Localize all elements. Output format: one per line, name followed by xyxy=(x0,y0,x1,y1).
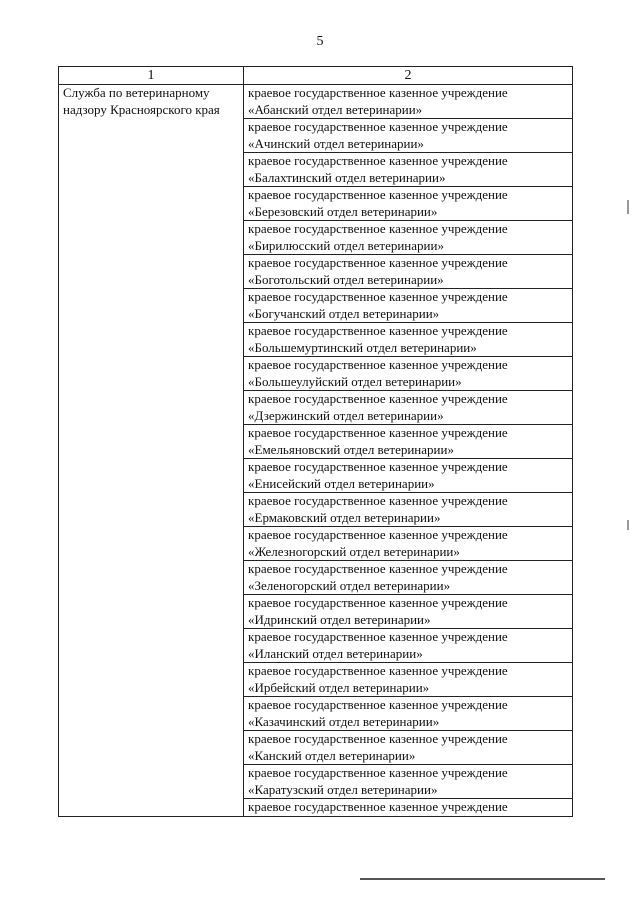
institution-name: «Большемуртинский отдел ветеринарии» xyxy=(248,339,477,355)
institution-type: краевое государственное казенное учреждение xyxy=(248,493,508,508)
institution-type: краевое государственное казенное учреждение xyxy=(248,629,508,644)
institution-type: краевое государственное казенное учреждение xyxy=(248,85,508,100)
institution-name: «Енисейский отдел ветеринарии» xyxy=(248,475,435,491)
institution-cell xyxy=(244,765,573,799)
institution-cell xyxy=(244,527,573,561)
institution-cell xyxy=(244,119,573,153)
institution-cell xyxy=(244,391,573,425)
institutions-table xyxy=(58,66,573,817)
institution-name: «Каратузский отдел ветеринарии» xyxy=(248,781,438,797)
institution-type: краевое государственное казенное учреждение xyxy=(248,561,508,576)
institution-name: «Иланский отдел ветеринарии» xyxy=(248,645,423,661)
institution-type: краевое государственное казенное учреждение xyxy=(248,323,508,338)
institution-cell-partial: краевое государственное казенное учреждение xyxy=(244,799,573,817)
institution-cell xyxy=(244,731,573,765)
institution-type: краевое государственное казенное учреждение xyxy=(248,119,508,134)
institution-cell xyxy=(244,663,573,697)
institution-cell xyxy=(244,289,573,323)
institution-type: краевое государственное казенное учреждение xyxy=(248,425,508,440)
institution-type: краевое государственное казенное учреждение xyxy=(248,595,508,610)
institution-type: краевое государственное казенное учреждение xyxy=(248,765,508,780)
institution-type: краевое государственное казенное учреждение xyxy=(248,527,508,542)
institution-cell xyxy=(244,323,573,357)
institution-cell xyxy=(244,595,573,629)
institution-type: краевое государственное казенное учреждение xyxy=(248,697,508,712)
institution-name: «Дзержинский отдел ветеринарии» xyxy=(248,407,444,423)
institution-type: краевое государственное казенное учреждение xyxy=(248,153,508,168)
institution-name: «Боготольский отдел ветеринарии» xyxy=(248,271,444,287)
institution-name: «Зеленогорский отдел ветеринарии» xyxy=(248,577,451,593)
institution-type: краевое государственное казенное учреждение xyxy=(248,459,508,474)
table-row xyxy=(59,85,573,119)
institution-cell xyxy=(244,85,573,119)
institution-name: «Бирилюсский отдел ветеринарии» xyxy=(248,237,444,253)
institution-name: «Емельяновский отдел ветеринарии» xyxy=(248,441,454,457)
institution-name: «Ермаковский отдел ветеринарии» xyxy=(248,509,441,525)
institution-name: «Абанский отдел ветеринарии» xyxy=(248,101,423,117)
scan-edge-mark xyxy=(627,200,629,214)
institution-type: краевое государственное казенное учреждение xyxy=(248,663,508,678)
institution-name: «Ачинский отдел ветеринарии» xyxy=(248,135,424,151)
institution-cell xyxy=(244,459,573,493)
page-number: 5 xyxy=(316,34,324,49)
institution-name: «Канский отдел ветеринарии» xyxy=(248,747,416,763)
institution-cell xyxy=(244,221,573,255)
institution-cell xyxy=(244,357,573,391)
institution-name: «Казачинский отдел ветеринарии» xyxy=(248,713,440,729)
institution-type: краевое государственное казенное учреждение xyxy=(248,357,508,372)
institution-type: краевое государственное казенное учреждение xyxy=(248,391,508,406)
institution-type: краевое государственное казенное учреждение xyxy=(248,731,508,746)
institution-name: «Большеулуйский отдел ветеринарии» xyxy=(248,373,462,389)
column-header-1: 1 xyxy=(59,67,244,85)
institution-cell xyxy=(244,153,573,187)
institution-name: «Богучанский отдел ветеринарии» xyxy=(248,305,440,321)
bottom-divider xyxy=(360,878,605,880)
institution-type: краевое государственное казенное учреждение xyxy=(248,221,508,236)
institution-type: краевое государственное казенное учреждение xyxy=(248,187,508,202)
institution-cell xyxy=(244,629,573,663)
institution-cell xyxy=(244,187,573,221)
institution-cell xyxy=(244,697,573,731)
scan-edge-mark xyxy=(627,520,629,530)
institution-cell xyxy=(244,493,573,527)
institution-cell xyxy=(244,255,573,289)
column-header-2: 2 xyxy=(244,67,573,85)
responsible-body-cell: Служба по ветеринарному надзору Красноярского края xyxy=(59,85,244,817)
table-body xyxy=(59,85,573,817)
institution-name: «Железногорский отдел ветеринарии» xyxy=(248,543,460,559)
institution-cell xyxy=(244,425,573,459)
table-header-row xyxy=(59,67,573,85)
institution-type: краевое государственное казенное учреждение xyxy=(248,289,508,304)
institution-name: «Ирбейский отдел ветеринарии» xyxy=(248,679,430,695)
institution-name: «Идринский отдел ветеринарии» xyxy=(248,611,431,627)
institution-cell xyxy=(244,561,573,595)
institution-name: «Балахтинский отдел ветеринарии» xyxy=(248,169,446,185)
institution-name: «Березовский отдел ветеринарии» xyxy=(248,203,438,219)
institution-type: краевое государственное казенное учреждение xyxy=(248,255,508,270)
